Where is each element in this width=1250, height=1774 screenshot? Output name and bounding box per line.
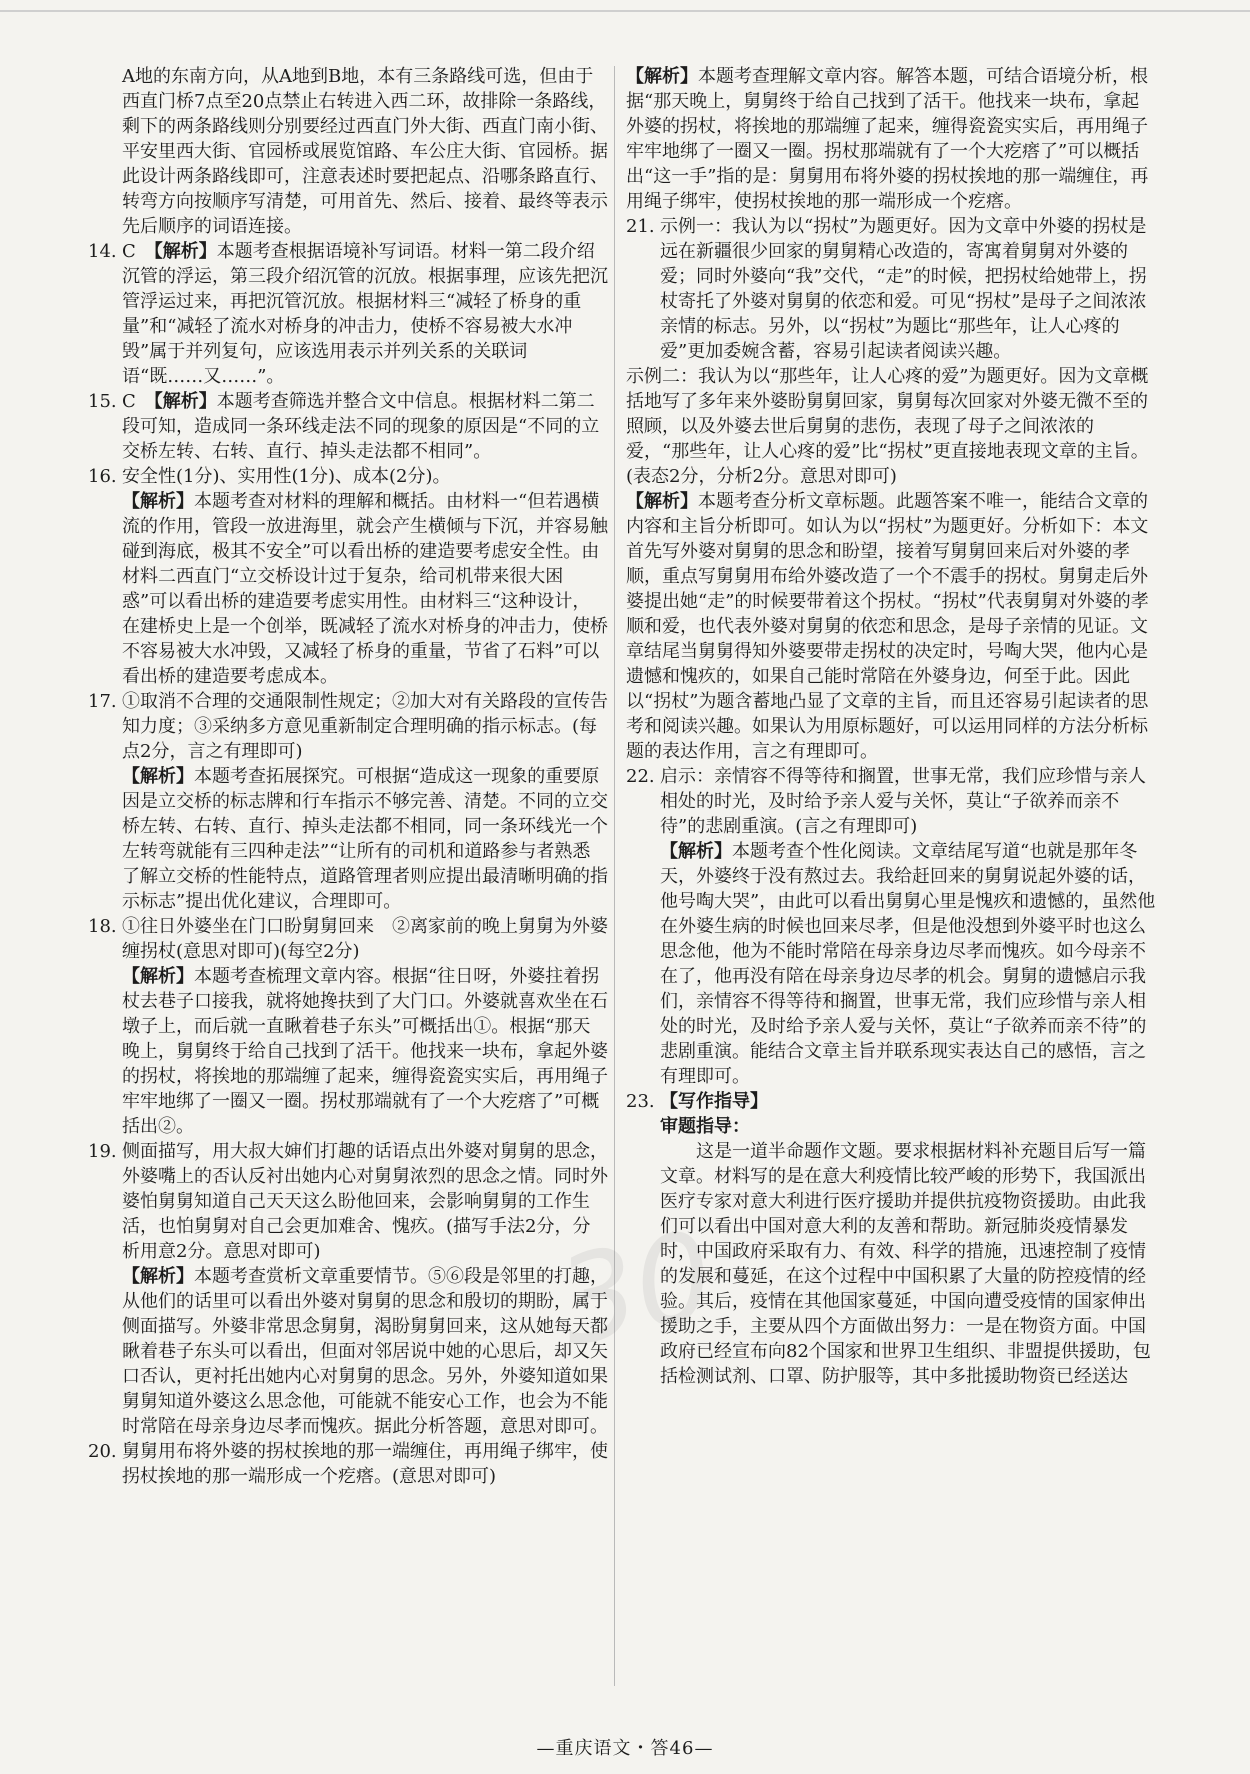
analysis-tag: 【解析】 bbox=[626, 491, 698, 512]
example-one: 示例一：我认为以“拐杖”为题更好。因为文章中外婆的拐杖是远在新疆很少回家的舅舅精心改造的，寄寓着舅舅对外婆的爱；同时外婆向“我”交代，“走”的时候，把拐杖给她带上，拐杖寄托了外婆对舅舅的依恋和爱。可见“拐杖”是母子之间浓浓亲情的标志。另外，以“拐杖”为题比“那些年，让人心疼的爱”更加委婉含蓄，容易引起读者阅读兴趣。 bbox=[660, 216, 1147, 362]
answer-16 bbox=[88, 464, 608, 489]
question-number: 18. bbox=[88, 916, 117, 937]
answer-text: 舅舅用布将外婆的拐杖挨地的那一端缠住，再用绳子绑牢，使拐杖挨地的那一端形成一个疙瘩。(意思对即可) bbox=[122, 1441, 608, 1487]
analysis-18 bbox=[88, 964, 608, 1139]
analysis-text: 本题考查筛选并整合文中信息。根据材料二第二段可知，造成同一条环线走法不同的现象的原因是“不同的立交桥左转、右转、直行、掉头走法都不相同”。 bbox=[122, 391, 600, 462]
answer-15 bbox=[88, 389, 608, 464]
answer-choice: C bbox=[122, 241, 136, 262]
writing-guide-heading: 【写作指导】 bbox=[660, 1091, 768, 1112]
question-number: 23. bbox=[626, 1091, 655, 1112]
answer-14 bbox=[88, 239, 608, 389]
question-number: 21. bbox=[626, 216, 655, 237]
analysis-19 bbox=[88, 1264, 608, 1439]
answer-text: ①取消不合理的交通限制性规定；②加大对有关路段的宣传告知力度；③采纳多方意见重新制定合理明确的指示标志。(每点2分，言之有理即可) bbox=[122, 691, 608, 762]
right-column bbox=[626, 64, 1156, 1389]
question-number: 19. bbox=[88, 1141, 117, 1162]
analysis-tag: 【解析】 bbox=[122, 966, 194, 987]
analysis-text: 本题考查理解文章内容。解答本题，可结合语境分析，根据“那天晚上，舅舅终于给自己找到了活干。他找来一块布，拿起外婆的拐杖，将挨地的那端缠了起来，缠得瓷瓷实实后，再用绳子牢牢地绑了一圈又一圈。拐杖那端就有了一个大疙瘩了”可以概括出“这一手”指的是：舅舅用布将外婆的拐杖挨地的那一端缠住，再用绳子绑牢，使拐杖挨地的那一端形成一个疙瘩。 bbox=[626, 66, 1149, 212]
question-number: 15. bbox=[88, 391, 117, 412]
analysis-tag: 【解析】 bbox=[626, 66, 698, 87]
answer-text: 侧面描写，用大叔大婶们打趣的话语点出外婆对舅舅的思念，外婆嘴上的否认反衬出她内心对舅舅浓烈的思念之情。同时外婆怕舅舅知道自己天天这么盼他回来，会影响舅舅的工作生活，也怕舅舅对自己会更加难舍、愧疚。(描写手法2分，分析用意2分。意思对即可) bbox=[122, 1141, 608, 1262]
answer-20 bbox=[88, 1439, 608, 1489]
question-number: 17. bbox=[88, 691, 117, 712]
q13-continuation: A地的东南方向，从A地到B地，本有三条路线可选，但由于西直门桥7点至20点禁止右转进入西二环，故排除一条路线，剩下的两条路线则分别要经过西直门外大街、西直门南小街、平安里西大街、官园桥或展览馆路、车公庄大街、官园桥。据此设计两条路线即可，注意表述时要把起点、沿哪条路直行、转弯方向按顺序写清楚，可用首先、然后、接着、最终等表示先后顺序的词语连接。 bbox=[122, 66, 608, 237]
score-note-21: (表态2分，分析2分。意思对即可) bbox=[626, 466, 897, 487]
writing-guide-text: 这是一道半命题作文题。要求根据材料补充题目后写一篇文章。材料写的是在意大利疫情比较严峻的形势下，我国派出医疗专家对意大利进行医疗援助并提供抗疫物资援助。由此我们可以看出中国对意大利的友善和帮助。新冠肺炎疫情暴发时，中国政府采取有力、有效、科学的措施，迅速控制了疫情的发展和蔓延，在这个过程中中国积累了大量的防控疫情的经验。其后，疫情在其他国家蔓延，中国向遭受疫情的国家伸出援助之手，主要从四个方面做出努力：一是在物资方面。中国政府已经宣布向82个国家和世界卫生组织、非盟提供援助，包括检测试剂、口罩、防护服等，其中多批援助物资已经送达 bbox=[660, 1141, 1151, 1387]
question-number: 14. bbox=[88, 241, 117, 262]
answer-23 bbox=[626, 1089, 1156, 1114]
analysis-tag: 【解析】 bbox=[153, 241, 217, 262]
analysis-tag: 【解析】 bbox=[122, 491, 194, 512]
analysis-tag: 【解析】 bbox=[660, 841, 732, 862]
analysis-text: 本题考查分析文章标题。此题答案不唯一，能结合文章的内容和主旨分析即可。如认为以“拐杖”为题更好。分析如下：本文首先写外婆对舅舅的思念和盼望，接着写舅舅回来后对外婆的孝顺，重点写舅舅用布给外婆改造了一个不震手的拐杖。舅舅走后外婆提出她“走”的时候要带着这个拐杖。“拐杖”代表舅舅对外婆的孝顺和爱，也代表外婆对舅舅的依恋和思念，是母子亲情的见证。文章结尾当舅舅得知外婆要带走拐杖的决定时，号啕大哭，他内心是遗憾和愧疚的，如果自己能时常陪在外婆身边，何至于此。因此以“拐杖”为题含蓄地凸显了文章的主旨，而且还容易引起读者的思考和阅读兴趣。如果认为用原标题好，可以运用同样的方法分析标题的表达作用，言之有理即可。 bbox=[626, 491, 1149, 762]
watermark-logo: 30 bbox=[547, 1205, 726, 1374]
answer-text: 安全性(1分)、实用性(1分)、成本(2分)。 bbox=[122, 466, 451, 487]
analysis-text: 本题考查赏析文章重要情节。⑤⑥段是邻里的打趣，从他们的话里可以看出外婆对舅舅的思念和殷切的期盼，属于侧面描写。外婆非常思念舅舅，渴盼舅舅回来，这从她每天都瞅着巷子东头可以看出，但面对邻居说中她的心思后，却又矢口否认，更衬托出她内心对舅舅的思念。另外，外婆知道如果舅舅知道外婆这么思念他，可能就不能安心工作，也会为不能时常陪在母亲身边尽孝而愧疚。据此分析答题，意思对即可。 bbox=[122, 1266, 608, 1437]
answer-22 bbox=[626, 764, 1156, 839]
analysis-20 bbox=[626, 64, 1156, 214]
answer-text: 启示：亲情容不得等待和搁置，世事无常，我们应珍惜与亲人相处的时光，及时给予亲人爱与关怀，莫让“子欲养而亲不待”的悲剧重演。(言之有理即可) bbox=[660, 766, 1146, 837]
analysis-17 bbox=[88, 764, 608, 914]
answer-19 bbox=[88, 1139, 608, 1264]
analysis-tag: 【解析】 bbox=[122, 766, 194, 787]
answer-18 bbox=[88, 914, 608, 964]
question-number: 20. bbox=[88, 1441, 117, 1462]
question-number: 22. bbox=[626, 766, 655, 787]
analysis-text: 本题考查拓展探究。可根据“造成这一现象的重要原因是立交桥的标志牌和行车指示不够完善、清楚。不同的立交桥左转、右转、直行、掉头走法都不相同，同一条环线光一个左转弯就能有三四种走法”“让所有的司机和道路参与者熟悉了解立交桥的性能特点，道路管理者则应提出最清晰明确的指示标志”提出优化建议，合理即可。 bbox=[122, 766, 608, 912]
analysis-21 bbox=[626, 489, 1156, 764]
page-footer: —重庆语文・答46— bbox=[536, 1738, 714, 1759]
analysis-text: 本题考查对材料的理解和概括。由材料一“但若遇横流的作用，管段一放进海里，就会产生横倾与下沉，并容易触碰到海底，极其不安全”可以看出桥的建造要考虑安全性。由材料二西直门“立交桥设计过于复杂，给司机带来很大困惑”可以看出桥的建造要考虑实用性。由材料三“这种设计，在建桥史上是一个创举，既减轻了流水对桥身的冲击力，使桥不容易被大水冲毁，又减轻了桥身的重量，节省了石料”可以看出桥的建造要考虑成本。 bbox=[122, 491, 608, 687]
left-column bbox=[88, 64, 608, 1489]
example-two: 示例二：我认为以“那些年，让人心疼的爱”为题更好。因为文章概括地写了多年来外婆盼舅舅回家，舅舅每次回家对外婆无微不至的照顾，以及外婆去世后舅舅的悲伤，表现了母子之间浓浓的爱，“那些年，让人心疼的爱”比“拐杖”更直接地表现文章的主旨。 bbox=[626, 366, 1149, 462]
answer-choice: C bbox=[122, 391, 136, 412]
question-number: 16. bbox=[88, 466, 117, 487]
answer-text: ①往日外婆坐在门口盼舅舅回来 ②离家前的晚上舅舅为外婆缠拐杖(意思对即可)(每空2分) bbox=[122, 916, 608, 962]
analysis-16 bbox=[88, 489, 608, 689]
analysis-text: 本题考查个性化阅读。文章结尾写道“也就是那年冬天，外婆终于没有熬过去。我给赶回来的舅舅说起外婆的话，他号啕大哭”，由此可以看出舅舅心里是愧疚和遗憾的，虽然他在外婆生病的时候也回来尽孝，但是他没想到外婆平时也这么思念他，他为不能时常陪在母亲身边尽孝而愧疚。如今母亲不在了，他再没有陪在母亲身边尽孝的机会。舅舅的遗憾启示我们，亲情容不得等待和搁置，世事无常，我们应珍惜与亲人相处的时光，及时给予亲人爱与关怀，莫让“子欲养而亲不待”的悲剧重演。能结合文章主旨并联系现实表达自己的感悟，言之有理即可。 bbox=[660, 841, 1156, 1087]
analysis-tag: 【解析】 bbox=[122, 1266, 194, 1287]
column-divider bbox=[614, 66, 615, 1686]
answer-21 bbox=[626, 214, 1156, 364]
analysis-22 bbox=[626, 839, 1156, 1089]
analysis-text: 本题考查根据语境补写词语。材料一第二段介绍沉管的浮运，第三段介绍沉管的沉放。根据事理，应该先把沉管浮运过来，再把沉管沉放。根据材料三“减轻了桥身的重量”和“减轻了流水对桥身的冲击力，使桥不容易被大水冲毁”属于并列复句，应该选用表示并列关系的关联词语“既……又……”。 bbox=[122, 241, 608, 387]
top-rule bbox=[0, 10, 1250, 12]
answer-17 bbox=[88, 689, 608, 764]
analysis-text: 本题考查梳理文章内容。根据“往日呀，外婆拄着拐杖去巷子口接我，就将她搀扶到了大门口。外婆就喜欢坐在石墩子上，而后就一直瞅着巷子东头”可概括出①。根据“那天晚上，舅舅终于给自己找到了活干。他找来一块布，拿起外婆的拐杖，将挨地的那端缠了起来，缠得瓷瓷实实后，再用绳子牢牢地绑了一圈又一圈。拐杖那端就有了一个大疙瘩了”可概括出②。 bbox=[122, 966, 608, 1137]
topic-guide-heading: 审题指导： bbox=[660, 1116, 750, 1137]
analysis-tag: 【解析】 bbox=[153, 391, 217, 412]
